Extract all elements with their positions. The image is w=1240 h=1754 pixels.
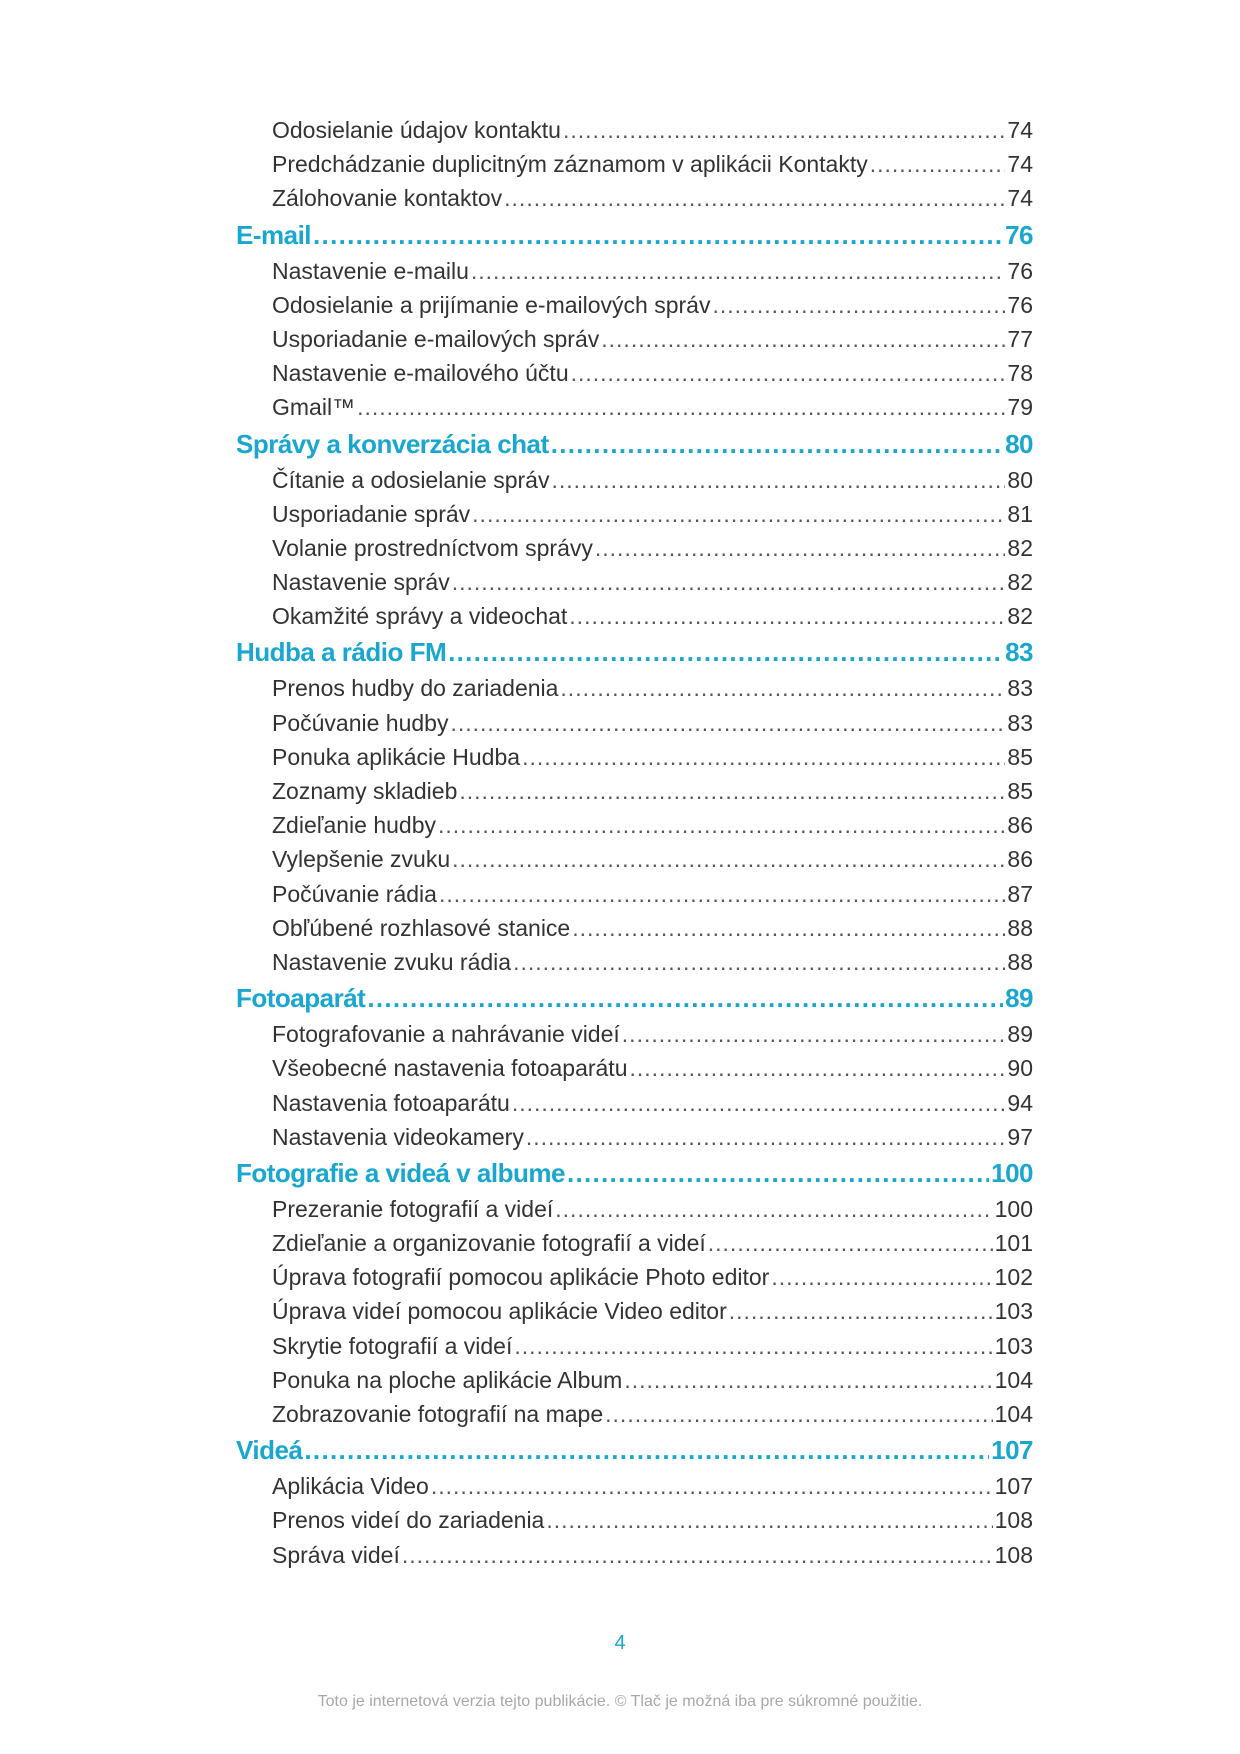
dot-leader: [605, 1397, 992, 1431]
toc-entry[interactable]: [272, 1120, 1033, 1154]
toc-entry-title: Hudba a rádio FM: [236, 637, 447, 668]
toc-entry[interactable]: [272, 945, 1033, 979]
toc-entry[interactable]: [272, 497, 1033, 531]
toc-entry[interactable]: [272, 1226, 1033, 1260]
toc-page-number: 107: [994, 1473, 1033, 1500]
toc-section-entry[interactable]: [236, 1154, 1033, 1192]
toc-page-number: 100: [991, 1157, 1033, 1188]
toc-page-number: 107: [991, 1435, 1033, 1466]
toc-entry-title: Úprava videí pomocou aplikácie Video editor: [272, 1298, 727, 1325]
toc-page-number: 104: [994, 1366, 1033, 1393]
toc-entry-title: Usporiadanie e-mailových správ: [272, 325, 600, 352]
toc-entry[interactable]: [272, 1503, 1033, 1537]
dot-leader: [555, 1192, 992, 1226]
toc-page-number: 90: [1007, 1055, 1033, 1082]
toc-entry[interactable]: [272, 1469, 1033, 1503]
toc-entry[interactable]: [272, 390, 1033, 424]
toc-entry-title: Odosielanie a prijímanie e-mailových správ: [272, 291, 711, 318]
dot-leader: [304, 1431, 989, 1469]
footer-note: Toto je internetová verzia tejto publikácie. © Tlač je možná iba pre súkromné použitie.: [317, 1693, 923, 1710]
toc-entry[interactable]: [272, 1192, 1033, 1226]
toc-entry[interactable]: [272, 842, 1033, 876]
toc-entry-title: Ponuka na ploche aplikácie Album: [272, 1366, 623, 1393]
toc-page-number: 101: [994, 1230, 1033, 1257]
toc-entry-title: Prenos videí do zariadenia: [272, 1507, 545, 1534]
toc-entry[interactable]: [272, 463, 1033, 497]
toc-entry[interactable]: [272, 706, 1033, 740]
toc-entry-title: Čítanie a odosielanie správ: [272, 466, 550, 493]
dot-leader: [313, 216, 1003, 254]
toc-page-number: 103: [994, 1332, 1033, 1359]
toc-section-entry[interactable]: [236, 633, 1033, 671]
toc-entry[interactable]: [272, 113, 1033, 147]
dot-leader: [712, 288, 1005, 322]
toc-entry-title: Správa videí: [272, 1541, 400, 1568]
dot-leader: [357, 390, 1005, 424]
toc-page-number: 79: [1007, 394, 1033, 421]
toc-entry[interactable]: [272, 288, 1033, 322]
toc-entry[interactable]: [272, 1363, 1033, 1397]
toc-entry-title: Nastavenia fotoaparátu: [272, 1089, 510, 1116]
dot-leader: [459, 774, 1005, 808]
toc-page-number: 108: [994, 1541, 1033, 1568]
toc-entry[interactable]: [272, 147, 1033, 181]
toc-page-number: 74: [1007, 117, 1033, 143]
dot-leader: [560, 671, 1005, 705]
toc-page-number: 94: [1007, 1089, 1033, 1116]
dot-leader: [452, 842, 1005, 876]
toc-entry-title: Zoznamy skladieb: [272, 778, 458, 804]
dot-leader: [448, 633, 1003, 671]
toc-entry[interactable]: [272, 1538, 1033, 1572]
toc-page-number: 83: [1007, 675, 1033, 702]
toc-entry-title: Nastavenia videokamery: [272, 1123, 524, 1150]
toc-page-number: 74: [1007, 151, 1033, 178]
toc-entry-title: Všeobecné nastavenia fotoaparátu: [272, 1055, 628, 1082]
toc-entry-title: Zobrazovanie fotografií na mape: [272, 1401, 604, 1427]
toc-entry[interactable]: [272, 565, 1033, 599]
toc-section-entry[interactable]: [236, 1431, 1033, 1469]
toc-page-number: 82: [1007, 603, 1033, 630]
toc-page-number: 74: [1007, 185, 1033, 212]
dot-leader: [512, 1086, 1006, 1120]
toc-entry-title: Nastavenie e-mailového účtu: [272, 360, 569, 387]
toc-entry[interactable]: [272, 1260, 1033, 1294]
toc-page-number: 77: [1007, 325, 1033, 352]
toc-entry-title: Vylepšenie zvuku: [272, 846, 451, 873]
dot-leader: [624, 1363, 992, 1397]
toc-entry-title: Počúvanie hudby: [272, 709, 449, 736]
dot-leader: [563, 113, 1005, 147]
dot-leader: [431, 1469, 993, 1503]
dot-leader: [402, 1538, 993, 1572]
toc-page-number: 76: [1005, 219, 1033, 250]
page-number: 4: [614, 1632, 626, 1654]
toc-page-number: 100: [994, 1195, 1033, 1222]
table-of-contents: [236, 113, 1033, 1572]
toc-entry-title: Počúvanie rádia: [272, 880, 437, 907]
toc-page-number: 76: [1007, 257, 1033, 284]
toc-entry[interactable]: [272, 1086, 1033, 1120]
toc-entry[interactable]: [272, 740, 1033, 774]
toc-entry[interactable]: [272, 671, 1033, 705]
toc-entry[interactable]: [272, 808, 1033, 842]
toc-entry-title: Skrytie fotografií a videí: [272, 1332, 513, 1359]
toc-entry[interactable]: [272, 254, 1033, 288]
dot-leader: [438, 808, 1005, 842]
toc-entry-title: Usporiadanie správ: [272, 500, 471, 527]
toc-entry-title: Nastavenie e-mailu: [272, 257, 469, 284]
toc-section-entry[interactable]: [236, 216, 1033, 254]
toc-page-number: 80: [1005, 428, 1033, 459]
dot-leader: [471, 254, 1006, 288]
toc-page-number: 89: [1005, 983, 1033, 1014]
dot-leader: [522, 740, 1005, 774]
dot-leader: [472, 497, 1005, 531]
toc-entry-title: Fotoaparát: [236, 983, 366, 1014]
toc-page-number: 102: [994, 1264, 1033, 1291]
dot-leader: [504, 181, 1005, 215]
toc-entry-title: Volanie prostredníctvom správy: [272, 534, 593, 561]
toc-entry-title: Fotografie a videá v albume: [236, 1157, 565, 1188]
dot-leader: [571, 356, 1006, 390]
toc-page-number: 108: [994, 1507, 1033, 1534]
dot-leader: [439, 877, 1005, 911]
toc-page-number: 87: [1007, 880, 1033, 907]
toc-page-number: 88: [1007, 914, 1033, 941]
dot-leader: [622, 1017, 1006, 1051]
toc-entry[interactable]: [272, 181, 1033, 215]
dot-leader: [569, 599, 1005, 633]
toc-entry-title: Prenos hudby do zariadenia: [272, 675, 559, 702]
dot-leader: [729, 1294, 993, 1328]
toc-entry-title: Fotografovanie a nahrávanie videí: [272, 1021, 620, 1048]
toc-entry-title: E-mail: [236, 219, 312, 250]
dot-leader: [551, 463, 1005, 497]
toc-entry[interactable]: [272, 774, 1033, 808]
toc-entry-title: Videá: [236, 1435, 303, 1466]
dot-leader: [514, 1329, 992, 1363]
toc-page-number: 88: [1007, 948, 1033, 975]
dot-leader: [526, 1120, 1006, 1154]
toc-page-number: 78: [1007, 360, 1033, 387]
toc-entry[interactable]: [272, 1017, 1033, 1051]
toc-page-number: 83: [1005, 637, 1033, 668]
dot-leader: [367, 979, 1003, 1017]
toc-page-number: 86: [1007, 846, 1033, 873]
toc-entry[interactable]: [272, 531, 1033, 565]
toc-entry[interactable]: [272, 1329, 1033, 1363]
toc-entry-title: Nastavenie zvuku rádia: [272, 948, 512, 975]
dot-leader: [595, 531, 1006, 565]
toc-entry-title: Okamžité správy a videochat: [272, 603, 568, 630]
toc-entry-title: Obľúbené rozhlasové stanice: [272, 914, 571, 941]
toc-entry[interactable]: [272, 1397, 1033, 1431]
toc-entry-title: Predchádzanie duplicitným záznamom v aplikácii Kontakty: [272, 151, 868, 178]
dot-leader: [630, 1051, 1006, 1085]
toc-entry-title: Zdieľanie a organizovanie fotografií a videí: [272, 1230, 706, 1257]
dot-leader: [572, 911, 1005, 945]
toc-section-entry[interactable]: [236, 425, 1033, 463]
toc-entry-title: Zálohovanie kontaktov: [272, 185, 503, 212]
dot-leader: [567, 1154, 989, 1192]
toc-page-number: 97: [1007, 1123, 1033, 1150]
toc-entry[interactable]: [272, 911, 1033, 945]
toc-page-number: 86: [1007, 812, 1033, 839]
toc-page-number: 82: [1007, 569, 1033, 596]
toc-entry-title: Nastavenie správ: [272, 569, 450, 596]
toc-page-number: 81: [1007, 500, 1033, 527]
toc-entry-title: Úprava fotografií pomocou aplikácie Photo editor: [272, 1264, 770, 1291]
dot-leader: [513, 945, 1005, 979]
toc-entry-title: Zdieľanie hudby: [272, 812, 436, 839]
toc-page-number: 85: [1007, 778, 1033, 804]
toc-entry[interactable]: [272, 1294, 1033, 1328]
toc-entry-title: Prezeranie fotografií a videí: [272, 1195, 554, 1222]
dot-leader: [452, 565, 1006, 599]
dot-leader: [546, 1503, 992, 1537]
toc-entry-title: Gmail™: [272, 394, 356, 421]
toc-entry[interactable]: [272, 599, 1033, 633]
dot-leader: [450, 706, 1005, 740]
toc-entry-title: Aplikácia Video: [272, 1473, 429, 1500]
dot-leader: [771, 1260, 992, 1294]
dot-leader: [551, 425, 1003, 463]
toc-entry[interactable]: [272, 877, 1033, 911]
dot-leader: [601, 322, 1005, 356]
dot-leader: [870, 147, 1006, 181]
toc-entry-title: Ponuka aplikácie Hudba: [272, 743, 521, 770]
toc-page-number: 82: [1007, 534, 1033, 561]
toc-page-number: 104: [994, 1401, 1033, 1427]
toc-entry[interactable]: [272, 322, 1033, 356]
dot-leader: [708, 1226, 993, 1260]
toc-page-number: 103: [994, 1298, 1033, 1325]
toc-page-number: 83: [1007, 709, 1033, 736]
toc-page-number: 76: [1007, 291, 1033, 318]
toc-page-number: 89: [1007, 1021, 1033, 1048]
toc-entry[interactable]: [272, 1051, 1033, 1085]
toc-section-entry[interactable]: [236, 979, 1033, 1017]
toc-entry-title: Správy a konverzácia chat: [236, 428, 549, 459]
toc-entry-title: Odosielanie údajov kontaktu: [272, 117, 561, 143]
toc-entry[interactable]: [272, 356, 1033, 390]
toc-page-number: 85: [1007, 743, 1033, 770]
toc-page-number: 80: [1007, 466, 1033, 493]
